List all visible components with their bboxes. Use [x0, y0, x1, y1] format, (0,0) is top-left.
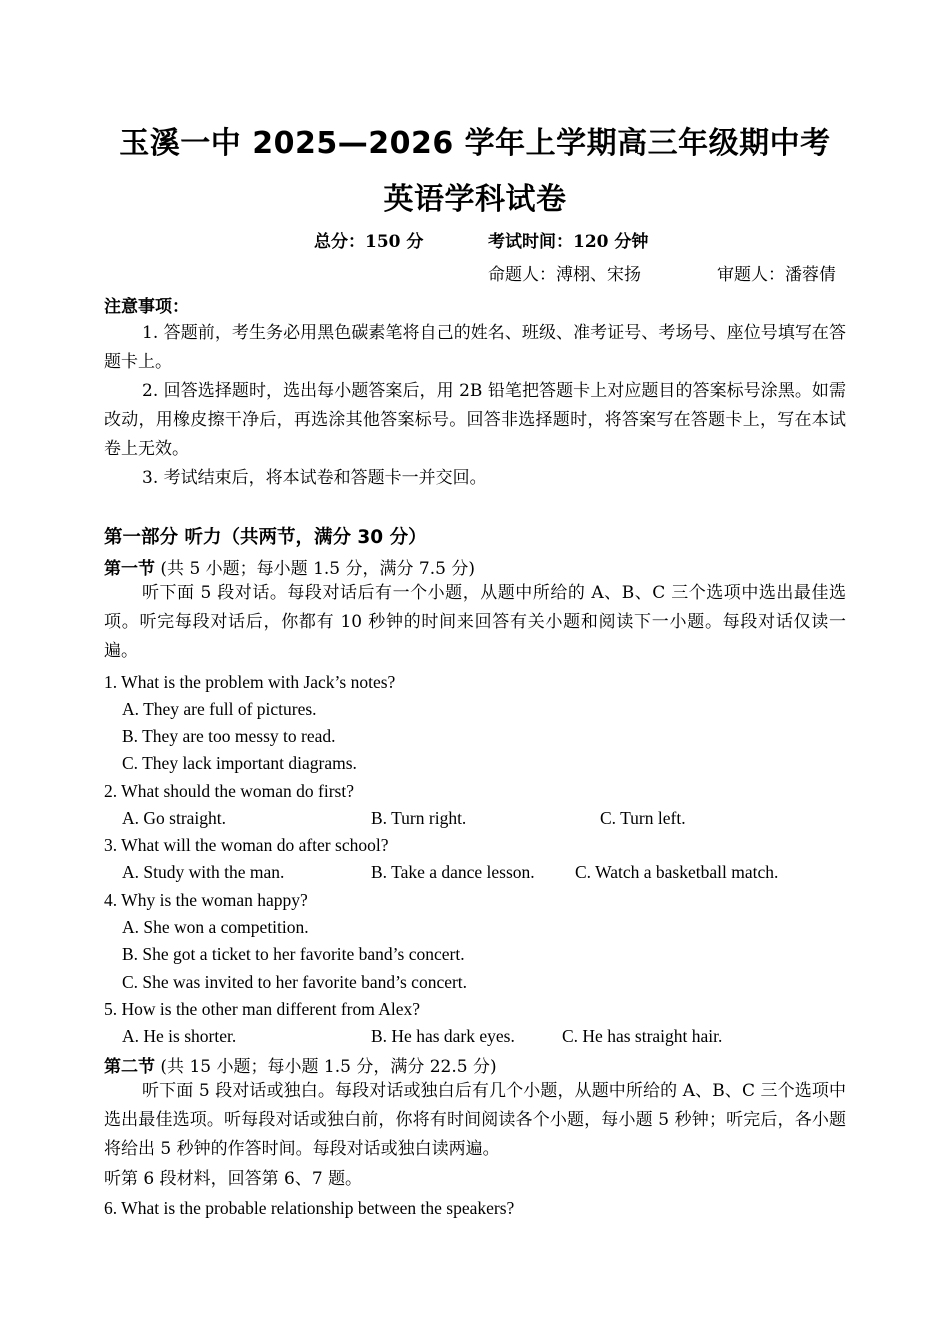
q3-option-b: B. Take a dance lesson. — [371, 862, 535, 882]
notice-item-1: 1. 答题前，考生务必用黑色碳素笔将自己的姓名、班级、准考证号、考场号、座位号填写在答题卡上。 — [104, 323, 846, 372]
q2-option-b: B. Turn right. — [371, 808, 467, 828]
question-4: 4. Why is the woman happy? — [104, 890, 308, 910]
section1-heading — [104, 554, 475, 579]
notice-item-3: 3. 考试结束后，将本试卷和答题卡一并交回。 — [142, 468, 487, 488]
q1-option-b: B. They are too messy to read. — [122, 726, 336, 746]
section1-instructions: 听下面 5 段对话。每段对话后有一个小题，从题中所给的 A、B、C 三个选项中选出最佳选项。听完每段对话后，你都有 10 秒钟的时间来回答有关小题和阅读下一小题。每段对话仅读一遍。 — [104, 583, 846, 661]
question-1: 1. What is the problem with Jack’s notes? — [104, 672, 396, 692]
q5-option-b: B. He has dark eyes. — [371, 1026, 515, 1046]
q5-option-c: C. He has straight hair. — [562, 1026, 723, 1046]
exam-time: 考试时间：120 分钟 — [488, 232, 649, 252]
section1-label: 第一节 — [104, 559, 155, 579]
question-6: 6. What is the probable relationship between the speakers? — [104, 1198, 515, 1218]
exam-title-line2: 英语学科试卷 — [383, 182, 567, 217]
notice-item-2: 2. 回答选择题时，选出每小题答案后，用 2B 铅笔把答题卡上对应题目的答案标号涂黑。如需改动，用橡皮擦干净后，再选涂其他答案标号。回答非选择题时，将答案写在答题卡上，写在本试卷上无效。 — [104, 381, 846, 459]
section2-heading — [104, 1052, 497, 1077]
q3-option-c: C. Watch a basketball match. — [575, 862, 779, 882]
section1-info: (共 5 小题；每小题 1.5 分，满分 7.5 分) — [155, 559, 475, 579]
question-2: 2. What should the woman do first? — [104, 781, 354, 801]
q1-option-a: A. They are full of pictures. — [122, 699, 317, 719]
section2-label: 第二节 — [104, 1057, 155, 1077]
material-note: 听第 6 段材料，回答第 6、7 题。 — [104, 1169, 363, 1189]
q3-option-a: A. Study with the man. — [122, 862, 285, 882]
exam-title-line1: 玉溪一中 2025—2026 学年上学期高三年级期中考 — [119, 126, 831, 161]
total-score: 总分：150 分 — [314, 232, 424, 252]
question-3: 3. What will the woman do after school? — [104, 835, 389, 855]
part1-heading: 第一部分 听力（共两节，满分 30 分） — [104, 527, 427, 548]
question-5: 5. How is the other man different from Alex? — [104, 999, 421, 1019]
q2-option-c: C. Turn left. — [600, 808, 686, 828]
notice-heading: 注意事项： — [104, 297, 189, 317]
q4-option-b: B. She got a ticket to her favorite band’s concert. — [122, 944, 465, 964]
q5-option-a: A. He is shorter. — [122, 1026, 237, 1046]
setters: 命题人：溥栩、宋扬 — [488, 265, 641, 285]
q2-option-a: A. Go straight. — [122, 808, 227, 828]
reviewer: 审题人：潘蓉倩 — [717, 265, 836, 285]
q4-option-a: A. She won a competition. — [122, 917, 309, 937]
section2-instructions: 听下面 5 段对话或独白。每段对话或独白后有几个小题，从题中所给的 A、B、C 三个选项中选出最佳选项。听每段对话或独白前，你将有时间阅读各个小题，每小题 5 秒钟；听完后，各小题将给出 5 秒钟的作答时间。每段对话或独白读两遍。 — [104, 1081, 846, 1159]
section2-info: (共 15 小题；每小题 1.5 分，满分 22.5 分) — [155, 1057, 497, 1077]
q1-option-c: C. They lack important diagrams. — [122, 753, 357, 773]
q4-option-c: C. She was invited to her favorite band’s concert. — [122, 972, 468, 992]
